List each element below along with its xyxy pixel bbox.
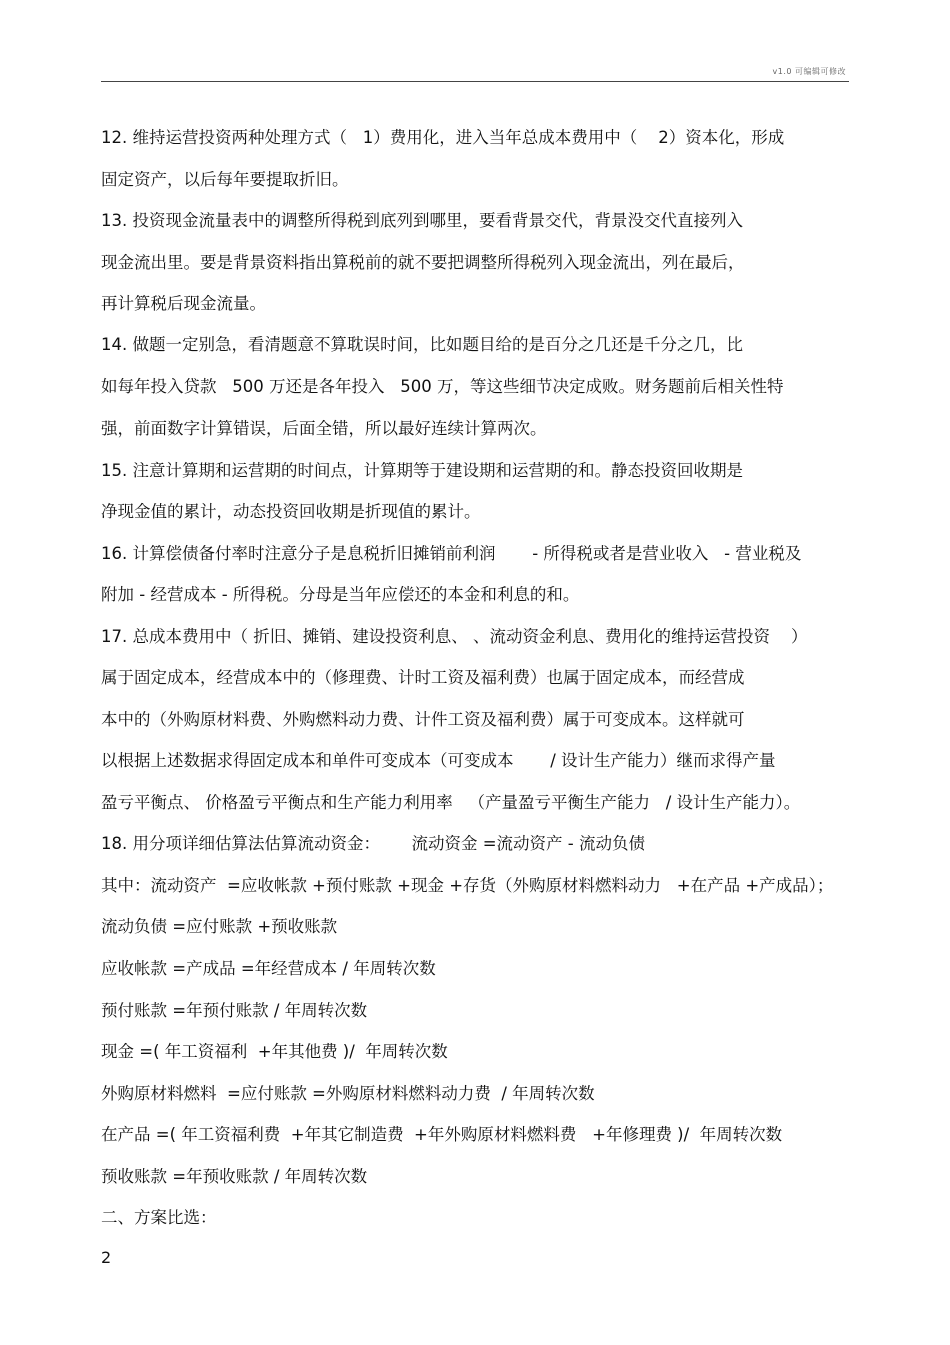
text-line: 17. 总成本费用中（ 折旧、摊销、建设投资利息、 、流动资金利息、费用化的维持运营投资 ） [101, 627, 808, 646]
text-line: 应收帐款 =产成品 =年经营成本 / 年周转次数 [101, 959, 436, 978]
text-line: 附加 - 经营成本 - 所得税。分母是当年应偿还的本金和利息的和。 [101, 585, 580, 604]
text-line: 本中的（外购原材料费、外购燃料动力费、计件工资及福利费）属于可变成本。这样就可 [101, 710, 745, 729]
text-line: 18. 用分项详细估算法估算流动资金： 流动资金 =流动资产 - 流动负债 [101, 834, 645, 853]
text-line: 15. 注意计算期和运营期的时间点，计算期等于建设期和运营期的和。静态投资回收期是 [101, 461, 743, 480]
text-line: 现金流出里。要是背景资料指出算税前的就不要把调整所得税列入现金流出，列在最后， [101, 253, 745, 272]
text-line: 预收账款 =年预收账款 / 年周转次数 [101, 1167, 368, 1186]
page-number: 2 [101, 1248, 112, 1267]
text-line: 二、方案比选： [101, 1208, 217, 1227]
header-rule [101, 81, 849, 82]
text-line: 12. 维持运营投资两种处理方式（ 1）费用化，进入当年总成本费用中（ 2）资本化，形成 [101, 128, 785, 147]
text-line: 强，前面数字计算错误，后面全错，所以最好连续计算两次。 [101, 419, 547, 438]
header-version-note: v1.0 可编辑可修改 [772, 67, 846, 76]
text-line: 盈亏平衡点、 价格盈亏平衡点和生产能力利用率 （产量盈亏平衡生产能力 / 设计生产能力）。 [101, 793, 801, 812]
text-line: 净现金值的累计，动态投资回收期是折现值的累计。 [101, 502, 481, 521]
text-line: 如每年投入贷款 500 万还是各年投入 500 万，等这些细节决定成败。财务题前后相关性特 [101, 377, 784, 396]
text-line: 外购原材料燃料 =应付账款 =外购原材料燃料动力费 / 年周转次数 [101, 1084, 595, 1103]
text-line: 预付账款 =年预付账款 / 年周转次数 [101, 1001, 368, 1020]
text-line: 固定资产，以后每年要提取折旧。 [101, 170, 349, 189]
text-line: 以根据上述数据求得固定成本和单件可变成本（可变成本 / 设计生产能力）继而求得产量 [101, 751, 776, 770]
text-line: 属于固定成本，经营成本中的（修理费、计时工资及福利费）也属于固定成本，而经营成 [101, 668, 745, 687]
text-line: 再计算税后现金流量。 [101, 294, 266, 313]
text-line: 流动负债 =应付账款 +预收账款 [101, 917, 338, 936]
text-line: 现金 =( 年工资福利 +年其他费 )/ 年周转次数 [101, 1042, 448, 1061]
text-line: 在产品 =( 年工资福利费 +年其它制造费 +年外购原材料燃料费 +年修理费 )/ 年周转次数 [101, 1125, 783, 1144]
text-line: 14. 做题一定别急，看清题意不算耽误时间，比如题目给的是百分之几还是千分之几，比 [101, 335, 743, 354]
text-line: 其中：流动资产 =应收帐款 +预付账款 +现金 +存货（外购原材料燃料动力 +在产品 +产成品）； [101, 876, 834, 895]
text-line: 13. 投资现金流量表中的调整所得税到底列到哪里，要看背景交代，背景没交代直接列入 [101, 211, 743, 230]
text-line: 16. 计算偿债备付率时注意分子是息税折旧摊销前利润 - 所得税或者是营业收入 - 营业税及 [101, 544, 802, 563]
